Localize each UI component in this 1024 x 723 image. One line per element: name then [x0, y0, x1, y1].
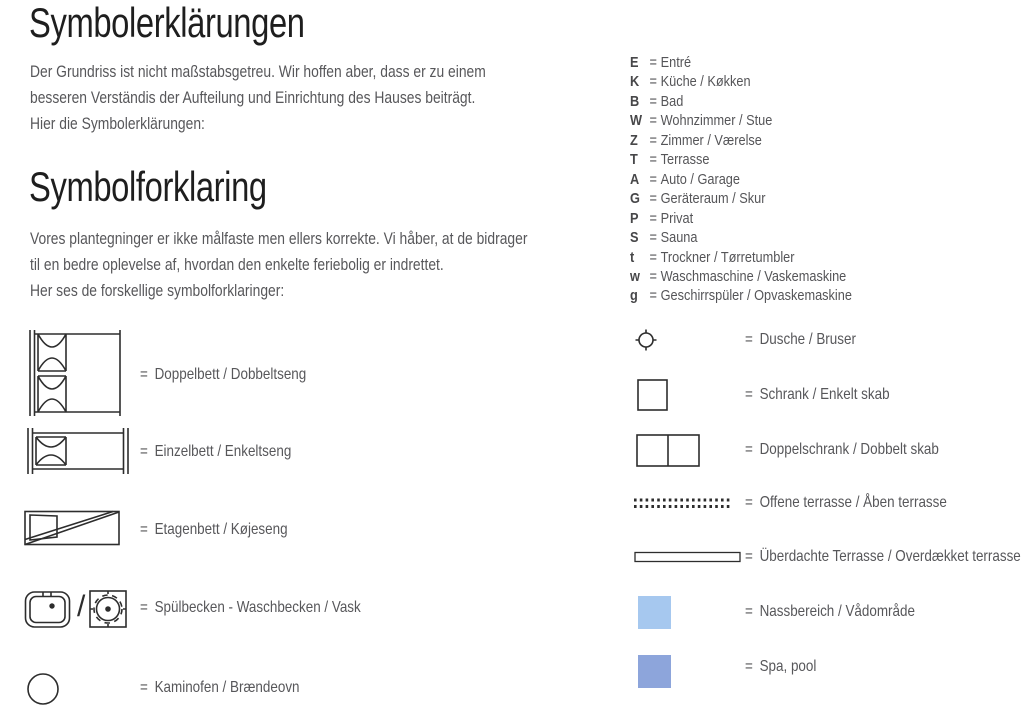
room-code-row [630, 150, 852, 169]
room-code-meaning: Terrasse [660, 151, 710, 169]
room-code-letter: A [630, 170, 640, 188]
room-code-row [630, 209, 852, 228]
legend-label-wardrobe: = Schrank / Enkelt skab [745, 386, 890, 403]
room-code-row [630, 72, 852, 91]
room-code-meaning: Auto / Garage [660, 170, 740, 188]
danish-intro-line: til en bedre oplevelse af, hvordan den enkelte feriebolig er indrettet. [30, 256, 444, 274]
room-code-meaning: Privat [660, 209, 694, 227]
page-title-german: Symbolerklärungen [29, 0, 305, 46]
wood-stove-icon [26, 672, 60, 706]
equals-sign: = [649, 267, 658, 285]
double-wardrobe-icon [636, 434, 701, 467]
room-code-row [630, 267, 852, 286]
equals-sign: = [649, 151, 658, 169]
room-code-letter: t [630, 248, 635, 266]
legend-label-covered-terrace: = Überdachte Terrasse / Overdækket terrasse [745, 548, 1021, 565]
bunk-bed-icon [24, 510, 121, 546]
legend-label-bunk-bed: = Etagenbett / Køjeseng [140, 521, 288, 538]
room-code-letter: B [630, 92, 640, 110]
equals-sign: = [745, 441, 753, 458]
equals-sign: = [745, 658, 753, 675]
room-code-letter: W [630, 112, 643, 130]
equals-sign: = [649, 112, 658, 130]
legend-label-spa-pool: = Spa, pool [745, 658, 817, 675]
equals-sign: = [649, 229, 658, 247]
equals-sign: = [649, 73, 658, 91]
equals-sign: = [140, 679, 148, 696]
equals-sign: = [649, 54, 658, 71]
legend-label-stove: = Kaminofen / Brændeovn [140, 679, 300, 696]
room-code-letter: G [630, 190, 640, 208]
equals-sign: = [649, 190, 658, 208]
legend-label-shower: = Dusche / Bruser [745, 331, 856, 348]
legend-label-single-bed: = Einzelbett / Enkeltseng [140, 443, 292, 460]
room-code-meaning: Küche / Køkken [660, 73, 751, 91]
single-bed-icon [26, 428, 130, 474]
equals-sign: = [745, 386, 753, 403]
room-code-meaning: Sauna [660, 229, 698, 247]
spa-pool-swatch [638, 655, 671, 688]
equals-sign: = [745, 603, 753, 620]
legend-label-double-wardrobe: = Doppelschrank / Dobbelt skab [745, 441, 939, 458]
slash-separator: / [77, 590, 86, 623]
german-intro-line: besseren Verständis der Aufteilung und Einrichtung des Hauses beiträgt. [30, 89, 476, 107]
legend-label-sink: = Spülbecken - Waschbecken / Vask [140, 599, 361, 616]
room-code-letter: Z [630, 131, 638, 149]
room-code-letter: S [630, 229, 639, 247]
room-code-meaning: Geschirrspüler / Opvaskemaskine [660, 287, 852, 305]
room-code-meaning: Zimmer / Værelse [660, 131, 762, 149]
open-terrace-icon [633, 496, 732, 511]
legend-label-open-terrace: = Offene terrasse / Åben terrasse [745, 494, 947, 511]
german-intro-line: Hier die Symbolerklärungen: [30, 115, 205, 133]
room-code-letter: w [630, 267, 640, 285]
room-code-list [630, 53, 852, 306]
room-code-meaning: Trockner / Tørretumbler [660, 248, 795, 266]
equals-sign: = [649, 92, 658, 110]
shower-icon [634, 328, 658, 352]
danish-intro-line: Her ses de forskellige symbolforklaringer: [30, 282, 285, 300]
double-bed-icon [28, 330, 126, 416]
wet-area-swatch [638, 596, 671, 629]
room-code-row [630, 189, 852, 208]
equals-sign: = [649, 170, 658, 188]
room-code-letter: T [630, 151, 638, 169]
equals-sign: = [649, 287, 658, 305]
room-code-meaning: Bad [660, 92, 684, 110]
equals-sign: = [745, 331, 753, 348]
sink-icon [24, 589, 72, 629]
room-code-letter: P [630, 209, 639, 227]
covered-terrace-icon [634, 551, 742, 563]
german-intro-line: Der Grundriss ist nicht maßstabsgetreu. Wir hoffen aber, dass er zu einem [30, 63, 486, 81]
room-code-row [630, 228, 852, 247]
single-wardrobe-icon [637, 379, 669, 411]
room-code-letter: E [630, 54, 639, 71]
room-code-letter: K [630, 73, 640, 91]
room-code-letter: g [630, 287, 638, 305]
german-intro [30, 59, 486, 137]
equals-sign: = [140, 443, 148, 460]
equals-sign: = [140, 521, 148, 538]
danish-intro-line: Vores plantegninger er ikke målfaste men ellers korrekte. Vi håber, at de bidrager [30, 230, 528, 248]
equals-sign: = [745, 548, 753, 565]
room-code-meaning: Geräteraum / Skur [660, 190, 766, 208]
legend-label-wet-area: = Nassbereich / Vådområde [745, 603, 915, 620]
equals-sign: = [649, 209, 658, 227]
room-code-row [630, 286, 852, 305]
equals-sign: = [649, 131, 658, 149]
room-code-meaning: Wohnzimmer / Stue [660, 112, 773, 130]
room-code-row [630, 92, 852, 111]
room-code-meaning: Entré [660, 54, 692, 71]
legend-label-double-bed: = Doppelbett / Dobbeltseng [140, 366, 307, 383]
danish-intro [30, 226, 527, 304]
room-code-meaning: Waschmaschine / Vaskemaskine [660, 267, 847, 285]
equals-sign: = [649, 248, 658, 266]
room-code-row [630, 248, 852, 267]
room-code-row [630, 53, 852, 72]
equals-sign: = [745, 494, 753, 511]
equals-sign: = [140, 366, 148, 383]
room-code-row [630, 170, 852, 189]
page-title-danish: Symbolforklaring [29, 163, 267, 210]
room-code-row [630, 111, 852, 130]
room-code-row [630, 131, 852, 150]
round-basin-icon [88, 589, 128, 629]
equals-sign: = [140, 599, 148, 616]
